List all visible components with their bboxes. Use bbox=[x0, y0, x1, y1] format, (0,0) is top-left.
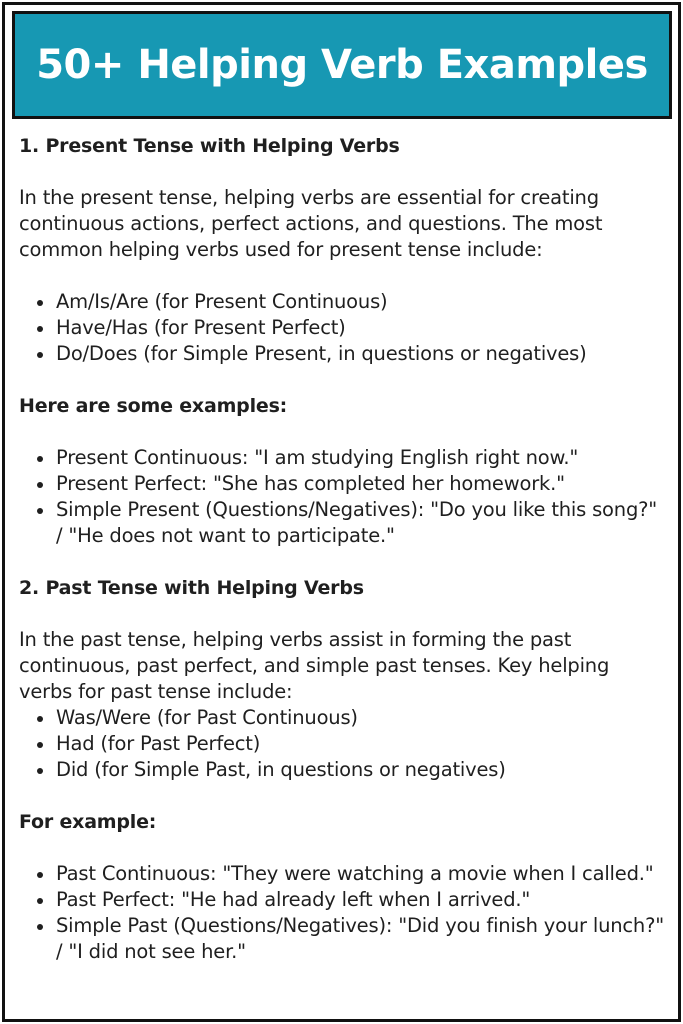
section2-intro: In the past tense, helping verbs assist in forming the past continuous, past perfect, and simple past tenses. Key helping verbs for past tense include: bbox=[19, 628, 610, 703]
section2-example-list bbox=[19, 861, 667, 965]
list-item: Present Continuous: "I am studying English right now." bbox=[19, 445, 667, 471]
section2-examples-heading: For example: bbox=[19, 811, 157, 833]
section1-example-list bbox=[19, 445, 667, 549]
list-item: Past Perfect: "He had already left when I arrived." bbox=[19, 887, 667, 913]
page-title: 50+ Helping Verb Examples bbox=[36, 42, 648, 88]
page-frame bbox=[2, 2, 681, 1022]
list-item: Simple Present (Questions/Negatives): "Do you like this song?" / "He does not want to participate." bbox=[19, 497, 667, 549]
article-body bbox=[19, 133, 667, 965]
list-item: Do/Does (for Simple Present, in questions or negatives) bbox=[19, 341, 667, 367]
section1-examples-heading: Here are some examples: bbox=[19, 395, 288, 417]
title-banner bbox=[12, 11, 672, 119]
section2-verb-list bbox=[19, 705, 667, 783]
list-item: Have/Has (for Present Perfect) bbox=[19, 315, 667, 341]
section1-intro: In the present tense, helping verbs are essential for creating continuous actions, perfect actions, and questions. The most common helping verbs used for present tense include: bbox=[19, 186, 603, 261]
section2-heading: 2. Past Tense with Helping Verbs bbox=[19, 577, 364, 599]
list-item: Present Perfect: "She has completed her homework." bbox=[19, 471, 667, 497]
list-item: Am/Is/Are (for Present Continuous) bbox=[19, 289, 667, 315]
list-item: Had (for Past Perfect) bbox=[19, 731, 667, 757]
list-item: Was/Were (for Past Continuous) bbox=[19, 705, 667, 731]
list-item: Past Continuous: "They were watching a movie when I called." bbox=[19, 861, 667, 887]
list-item: Did (for Simple Past, in questions or negatives) bbox=[19, 757, 667, 783]
section1-heading: 1. Present Tense with Helping Verbs bbox=[19, 135, 400, 157]
section1-verb-list bbox=[19, 289, 667, 367]
list-item: Simple Past (Questions/Negatives): "Did you finish your lunch?" / "I did not see her." bbox=[19, 913, 667, 965]
